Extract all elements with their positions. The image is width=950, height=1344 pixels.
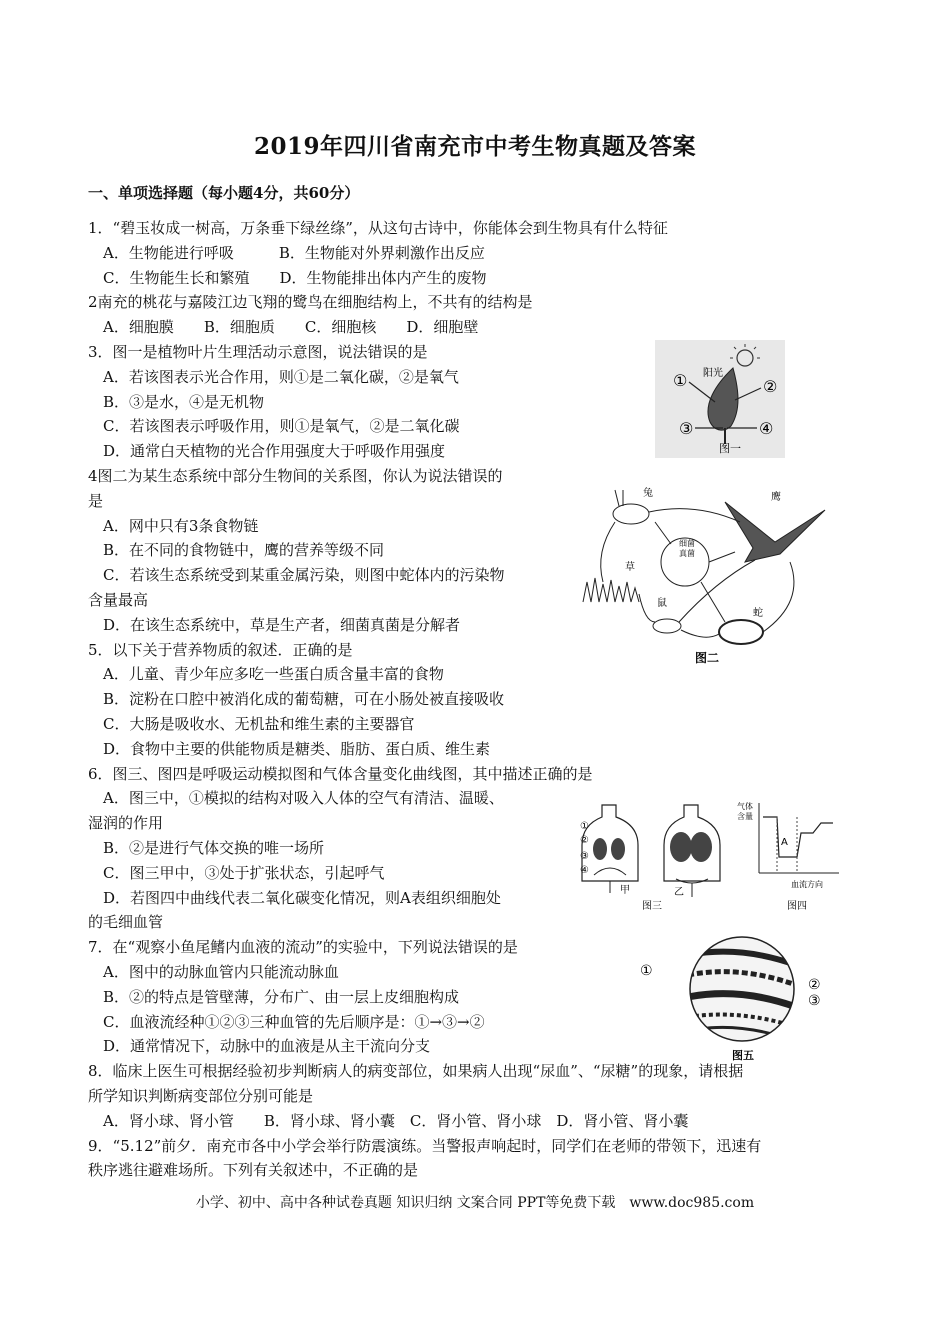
question-line: 8．临床上医生可根据经验初步判断病人的病变部位，如果病人出现“尿血”、“尿糖”的现象，请根据 [88,1062,744,1081]
option-line: C．生物能生长和繁殖 D．生物能排出体内产生的废物 [103,268,487,287]
question-line: 所学知识判断病变部位分别可能是 [88,1087,314,1105]
question-line: 2南充的桃花与嘉陵江边飞翔的鹭鸟在细胞结构上，不共有的结构是 [88,293,533,312]
option-line: D．若图四中曲线代表二氧化碳变化情况，则A表组织细胞处 [103,888,501,907]
option-line: D．通常情况下，动脉中的血液是从主干流向分支 [103,1037,431,1056]
fig1-n3: ③ [679,419,694,438]
option-line: C．若该图表示呼吸作用，则①是氧气，②是二氧化碳 [103,417,460,436]
fig2-microbe-label: 细菌真菌 [679,539,695,558]
fig2-caption: 图二 [695,651,720,665]
figure-2-food-web [575,482,843,667]
question-line: 秩序逃往避难场所。下列有关叙述中，不正确的是 [88,1161,419,1180]
fig1-n1: ① [673,371,688,390]
fig4-caption: 图四 [787,901,807,912]
question-line: 9．“5.12”前夕．南充市各中小学会举行防震演练。当警报声响起时，同学们在老师的带领下，迅速有 [88,1136,762,1155]
option-line: C．大肠是吸收水、无机盐和维生素的主要器官 [103,715,415,733]
figure-3-breathing-model [580,795,722,913]
question-line: 6．图三、图四是呼吸运动模拟图和气体含量变化曲线图，其中描述正确的是 [88,764,593,783]
fig4-xlabel: 血流方向 [791,880,823,889]
option-line: A．细胞膜 B．细胞质 C．细胞核 D．细胞壁 [103,318,479,337]
fig3-n3: ③ [580,851,589,862]
question-line: 4图二为某生态系统中部分生物间的关系图，你认为说法错误的 [88,467,503,485]
fig2-mouse-label: 鼠 [657,598,667,609]
option-line: A．若该图表示光合作用，则①是二氧化碳，②是氧气 [103,367,459,386]
option-line: A．图三中，①模拟的结构对吸入人体的空气有清洁、温暖、 [103,789,504,808]
option-line: A．儿童、青少年应多吃一些蛋白质含量丰富的食物 [103,665,444,684]
fig2-eagle-label: 鹰 [771,492,781,503]
question-line: 3．图一是植物叶片生理活动示意图，说法错误的是 [88,343,428,361]
option-line: A．网中只有3条食物链 [103,516,259,535]
question-line: 含量最高 [88,591,149,609]
page-title: 2019年四川省南充市中考生物真题及答案 [253,133,696,160]
grass-icon [583,578,639,602]
bell-jar-jia [582,805,638,881]
fig3-n4: ④ [580,865,589,876]
fig5-n1: ① [640,963,653,979]
figure-4-gas-curve [735,795,845,913]
gas-curve [763,817,833,857]
fig3-caption: 图三 [642,901,662,912]
fig3-yi: 乙 [674,887,684,898]
option-line: B．③是水，④是无机物 [103,392,265,411]
fig3-n1: ① [580,821,589,832]
option-line: B．②是进行气体交换的唯一场所 [103,839,325,857]
rabbit-icon [613,504,649,524]
section-heading: 一、单项选择题（每小题4分，共60分） [88,184,360,202]
option-line: C．若该生态系统受到某重金属污染，则图中蛇体内的污染物 [103,566,505,585]
option-line: D．通常白天植物的光合作用强度大于呼吸作用强度 [103,442,446,461]
fig3-jia: 甲 [620,885,630,896]
question-line: 7．在“观察小鱼尾鳍内血液的流动”的实验中，下列说法错误的是 [88,938,518,957]
figure-5-blood-vessels [640,935,840,1063]
option-line: B．②的特点是管壁薄，分布广、由一层上皮细胞构成 [103,987,460,1006]
fig2-rabbit-label: 兔 [643,488,653,499]
question-line: 是 [88,491,104,510]
fig4-mark-a: A [781,837,788,848]
option-line: C．图三甲中，③处于扩张状态，引起呼气 [103,863,385,882]
fig1-n4: ④ [759,419,774,438]
fig5-n3: ③ [808,993,821,1009]
footer: 小学、初中、高中各种试卷真题 知识归纳 文案合同 PPT等免费下载 www.doc985.com [195,1195,755,1211]
option-line: D．食物中主要的供能物质是糖类、脂肪、蛋白质、维生素 [103,739,491,758]
fig2-snake-label: 蛇 [753,608,763,619]
option-line: B．在不同的食物链中，鹰的营养等级不同 [103,541,385,560]
option-line: D．在该生态系统中，草是生产者，细菌真菌是分解者 [103,615,461,634]
option-line: B．淀粉在口腔中被消化成的葡萄糖，可在小肠处被直接吸收 [103,690,505,709]
option-line: A．图中的动脉血管内只能流动脉血 [103,963,339,981]
question-line: 湿润的作用 [88,814,164,833]
fig2-grass-label: 草 [625,562,635,573]
fig5-n2: ② [808,977,821,993]
fig4-ylabel: 气体含量 [737,802,753,821]
snake-icon [719,620,763,644]
option-line: A．生物能进行呼吸 B．生物能对外界刺激作出反应 [103,243,485,262]
question-line: 1．“碧玉妆成一树高，万条垂下绿丝绦”，从这句古诗中，你能体会到生物具有什么特征 [88,219,668,237]
fig1-caption: 图一 [719,442,741,455]
fig1-n2: ② [763,377,778,396]
eagle-icon [725,502,825,562]
option-line: A．肾小球、肾小管 B．肾小球、肾小囊 C．肾小管、肾小球 D．肾小管、肾小囊 [103,1111,689,1130]
figure-1-leaf [655,340,785,458]
mouse-icon [653,619,681,633]
question-line: 5．以下关于营养物质的叙述．正确的是 [88,640,353,659]
fig5-caption: 图五 [732,1049,754,1062]
question-line: 的毛细血管 [88,913,164,932]
option-line: C．血液流经种①②③三种血管的先后顺序是：①→③→② [103,1012,485,1031]
fig1-sun-label: 阳光 [703,368,723,379]
fig3-n2: ② [580,835,589,846]
